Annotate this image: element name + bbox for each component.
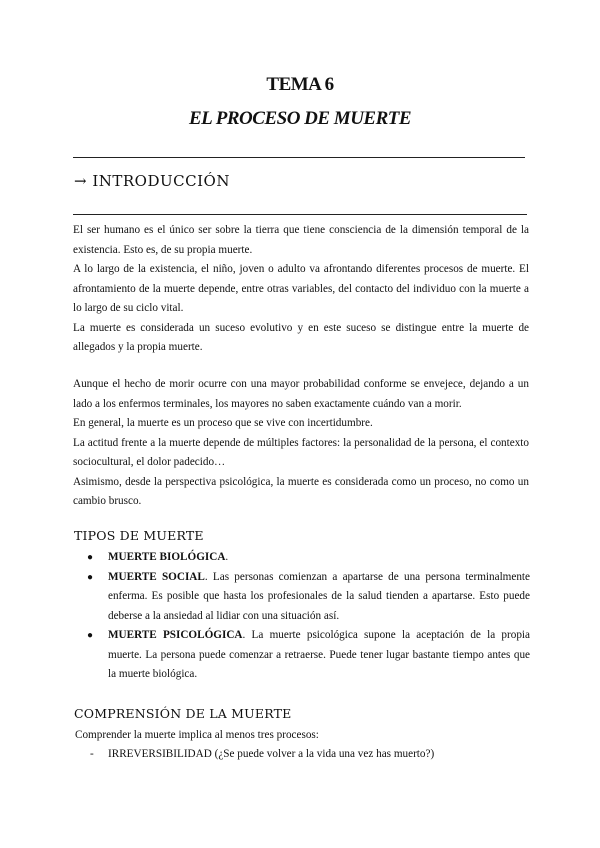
paragraph: Aunque el hecho de morir ocurre con una mayor probabilidad conforme se envejece, dejando a un lado a los enfermos terminales, los mayores no saben exactamente cuándo van a morir.: [73, 378, 529, 410]
comprension-intro: Comprender la muerte implica al menos tres procesos:: [75, 729, 319, 741]
intro-block-1: [73, 221, 529, 358]
intro-block-2: [73, 375, 529, 512]
tipos-list: [80, 548, 530, 685]
divider-top: [73, 157, 525, 158]
list-item: [80, 568, 530, 627]
page-title: TEMA 6: [266, 74, 334, 95]
list-item-text: . Las personas comienzan a apartarse de una persona terminalmente enferma. Es posible que hasta los profesionales de la salud tienden a apartarse. Esto puede deberse a la ansiedad al lidiar con una situación así.: [108, 570, 531, 622]
divider-bottom: [73, 214, 527, 215]
paragraph: A lo largo de la existencia, el niño, joven o adulto va afrontando diferentes procesos de muerte. El afrontamiento de la muerte depende, entre otras variables, del contacto del individuo con la muerte a lo largo de su ciclo vital.: [73, 263, 529, 314]
intro-heading: → INTRODUCCIÓN: [74, 172, 230, 190]
list-item: [80, 626, 530, 685]
paragraph: Asimismo, desde la perspectiva psicológica, la muerte es considerada como un proceso, no como un cambio brusco.: [73, 475, 529, 507]
list-item-text: .: [225, 551, 229, 563]
bullet-icon: ●: [87, 630, 94, 641]
section-heading-comprension: COMPRENSIÓN DE LA MUERTE: [74, 706, 292, 721]
list-item: [80, 548, 530, 568]
page-subtitle: EL PROCESO DE MUERTE: [188, 108, 412, 129]
list-item-term: MUERTE BIOLÓGICA: [108, 551, 226, 563]
list-item-text: . La muerte psicológica supone la aceptación de la propia muerte. La persona puede comenzar a retraerse. Puede tener lugar bastante tiempo antes que la muerte biológica.: [108, 629, 530, 680]
paragraph: En general, la muerte es un proceso que se vive con incertidumbre.: [73, 417, 373, 429]
dash-list-item: [90, 745, 434, 765]
list-item-term: MUERTE SOCIAL: [108, 570, 205, 583]
bullet-icon: ●: [87, 571, 94, 583]
paragraph: La actitud frente a la muerte depende de múltiples factores: la personalidad de la persona, el contexto sociocultural, el dolor padecido…: [73, 436, 529, 468]
list-item-term: MUERTE PSICOLÓGICA: [108, 629, 243, 641]
bullet-icon: ●: [87, 552, 94, 563]
section-heading-tipos: TIPOS DE MUERTE: [74, 528, 204, 543]
dash-list-item-text: IRREVERSIBILIDAD (¿Se puede volver a la vida una vez has muerto?): [108, 748, 435, 760]
paragraph: La muerte es considerada un suceso evolutivo y en este suceso se distingue entre la muerte de allegados y la propia muerte.: [73, 321, 529, 353]
paragraph: El ser humano es el único ser sobre la tierra que tiene consciencia de la dimensión temporal de la existencia. Esto es, de su propia muerte.: [73, 224, 529, 256]
dash-icon: -: [90, 748, 94, 760]
